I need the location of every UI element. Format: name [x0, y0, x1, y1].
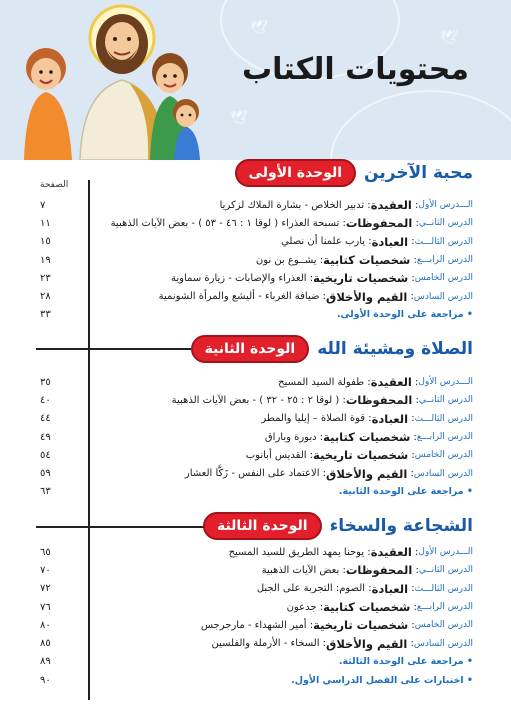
- page-number: ٧٦: [40, 601, 51, 613]
- page-column-label: الصفحة: [40, 180, 69, 190]
- review-row[interactable]: [93, 653, 473, 671]
- unit-badge: الوحدة الثانية: [191, 335, 310, 363]
- lesson-text: الصوم: التجربة على الجبل: [256, 583, 366, 595]
- lesson-label: الـــدرس الأول: [418, 547, 473, 558]
- lesson-category: العقيدة: [370, 198, 412, 213]
- page-number: ٤٤: [40, 413, 51, 425]
- lesson-category: العبادة: [371, 411, 409, 426]
- lesson-row[interactable]: الدرس الثانــي : المحفوظات : تسبحة العذراء ( لوقا ١ : ٤٦ - ٥٣ ) - بعض الآيات الذهبية: [110, 216, 473, 231]
- page-number: ٢٣: [40, 272, 51, 284]
- page-number: ٨٥: [40, 638, 51, 650]
- unit-title: الشجاعة والسخاء: [329, 516, 473, 536]
- page-number: ٤٩: [40, 431, 51, 443]
- lesson-label: الدرس الرابـــع: [416, 602, 473, 613]
- lesson-category: القيم والأخلاق: [326, 636, 408, 651]
- page-number: ٢٨: [40, 291, 51, 303]
- page-number: ٧٢: [40, 583, 51, 595]
- page-number: ١٥: [40, 236, 51, 248]
- page-number: ٩٠: [40, 674, 51, 686]
- lesson-text: يشــوع بن نون: [255, 254, 317, 266]
- lesson-text: دبورة وباراق: [264, 431, 317, 443]
- lesson-label: الدرس الرابـــع: [416, 432, 473, 443]
- lesson-category: القيم والأخلاق: [326, 466, 408, 481]
- lesson-label: الدرس الرابـــع: [416, 255, 473, 266]
- page-number: ٧٠: [40, 564, 51, 576]
- lesson-category: المحفوظات: [345, 216, 413, 231]
- lesson-label: الدرس الخامس: [414, 620, 473, 631]
- page-number: ٦٣: [40, 486, 51, 498]
- page-number: ٣٥: [40, 376, 51, 388]
- page-number: ٦٥: [40, 546, 51, 558]
- unit-2-header: [191, 335, 473, 363]
- page-number: ٨٠: [40, 619, 51, 631]
- lesson-row[interactable]: الدرس الرابـــع : شخصيات كتابية : يشــوع بن نون: [255, 253, 473, 268]
- lesson-row[interactable]: الدرس الثالـــث : العبادة : الصوم: التجربة على الجبل: [256, 581, 473, 596]
- unit-badge: الوحدة الأولى: [235, 159, 357, 187]
- lesson-row[interactable]: الدرس السادس : القيم والأخلاق : الاعتماد على النفس - زَكَّا العشار: [184, 466, 473, 481]
- lesson-label: الدرس الثانــي: [418, 395, 473, 406]
- header-banner: [0, 0, 511, 160]
- decor-swirl: [330, 90, 511, 160]
- lesson-text: قوة الصلاة – إيليا والمطر: [261, 413, 366, 425]
- review-text: • مراجعة على الوحدة الأولى.: [336, 309, 473, 321]
- review-row[interactable]: [93, 306, 473, 324]
- page-number: ١١: [40, 217, 51, 229]
- lesson-category: المحفوظات: [345, 393, 413, 408]
- review-text: • مراجعة على الوحدة الثالثة.: [338, 656, 473, 668]
- lesson-category: العبادة: [371, 234, 409, 249]
- lesson-category: شخصيات تاريخية: [313, 448, 409, 463]
- lesson-label: الدرس الثالـــث: [414, 583, 473, 594]
- page-number: ٥٩: [40, 468, 51, 480]
- lesson-text: أمير الشهداء - مارجرجس: [200, 619, 307, 631]
- lesson-label: الدرس الثالـــث: [414, 413, 473, 424]
- page-number: ٨٩: [40, 656, 51, 668]
- unit-divider: [36, 526, 216, 528]
- lesson-category: العقيدة: [370, 375, 412, 390]
- lesson-text: ( لوقا ٢ : ٢٥ - ٣٢ ) - بعض الآيات الذهبية: [171, 394, 340, 406]
- page-number: ٥٤: [40, 449, 51, 461]
- lesson-row[interactable]: الدرس الخامس : شخصيات تاريخية : أمير الشهداء - مارجرجس: [200, 618, 473, 633]
- lesson-text: تدبير الخلاص - بشارة الملاك لزكريا: [219, 199, 365, 211]
- unit-title: الصلاة ومشيئة الله: [317, 339, 473, 359]
- unit-divider: [36, 348, 206, 350]
- illustration-jesus-with-children: [10, 0, 200, 160]
- page-number: ١٩: [40, 254, 51, 266]
- lesson-text: السخاء - الأرملة والفلسين: [211, 638, 320, 650]
- lesson-label: الدرس الخامس: [414, 450, 473, 461]
- exams-row[interactable]: [93, 671, 473, 689]
- lesson-label: الدرس السادس: [413, 468, 473, 479]
- lesson-label: الدرس السادس: [413, 638, 473, 649]
- unit-badge: الوحدة الثالثة: [203, 512, 322, 540]
- review-text: • مراجعة على الوحدة الثانية.: [338, 486, 473, 498]
- lesson-row[interactable]: الـــدرس الأول : العقيدة : يوحنا يمهد الطريق للسيد المسيح: [228, 545, 473, 560]
- lesson-text: طفولة السيد المسيح: [278, 376, 365, 388]
- lesson-category: العبادة: [371, 581, 409, 596]
- exams-text: • اختبارات على الفصل الدراسي الأول.: [291, 674, 473, 686]
- page-column-divider: [88, 180, 90, 700]
- lesson-text: العذراء والإصابات - زيارة سماوية: [171, 272, 307, 284]
- lesson-row[interactable]: الدرس الخامس : شخصيات تاريخية : القديس أبانوب: [245, 448, 473, 463]
- lesson-row[interactable]: الدرس الثالـــث : العبادة : يارب علمنا أن نصلي: [281, 234, 473, 249]
- lesson-category: شخصيات كتابية: [323, 253, 411, 268]
- lesson-category: المحفوظات: [345, 563, 413, 578]
- lesson-category: شخصيات تاريخية: [313, 271, 409, 286]
- lesson-row[interactable]: الدرس الخامس : شخصيات تاريخية : العذراء والإصابات - زيارة سماوية: [171, 271, 473, 286]
- lesson-text: القديس أبانوب: [245, 449, 307, 461]
- lesson-text: بعض الآيات الذهبية: [261, 564, 340, 576]
- unit-2-lessons: [93, 373, 473, 501]
- lesson-category: العقيدة: [370, 545, 412, 560]
- lesson-label: الدرس السادس: [413, 291, 473, 302]
- lesson-row[interactable]: الدرس السادس : القيم والأخلاق : ضيافة الغرباء - أليشع والمرأة الشونمية: [158, 289, 473, 304]
- unit-3-lessons: [93, 543, 473, 689]
- lesson-label: الـــدرس الأول: [418, 377, 473, 388]
- lesson-text: جدعون: [286, 601, 317, 613]
- lesson-text: تسبحة العذراء ( لوقا ١ : ٤٦ - ٥٣ ) - بعض الآيات الذهبية: [110, 217, 340, 229]
- unit-1-header: [235, 159, 473, 187]
- lesson-label: الدرس الثانــي: [418, 218, 473, 229]
- lesson-category: شخصيات كتابية: [323, 600, 411, 615]
- page-title: محتويات الكتاب: [241, 52, 469, 87]
- lesson-label: الـــدرس الأول: [418, 200, 473, 211]
- lesson-row[interactable]: الـــدرس الأول : العقيدة : تدبير الخلاص - بشارة الملاك لزكريا: [219, 198, 473, 213]
- lesson-row[interactable]: الدرس الثالـــث : العبادة : قوة الصلاة – إيليا والمطر: [261, 411, 473, 426]
- dove-icon: 🕊: [440, 30, 458, 46]
- review-row[interactable]: [93, 483, 473, 501]
- page-number: ٤٠: [40, 394, 51, 406]
- unit-3-pages: [40, 543, 70, 689]
- unit-title: محبة الآخرين: [364, 163, 473, 183]
- lesson-text: يارب علمنا أن نصلي: [281, 236, 366, 248]
- dove-icon: 🕊: [250, 20, 268, 36]
- lesson-text: ضيافة الغرباء - أليشع والمرأة الشونمية: [158, 291, 320, 303]
- lesson-row[interactable]: الدرس الثانــي : المحفوظات : ( لوقا ٢ : ٢٥ - ٣٢ ) - بعض الآيات الذهبية: [171, 393, 473, 408]
- lesson-row[interactable]: الدرس الرابـــع : شخصيات كتابية : دبورة وباراق: [264, 430, 473, 445]
- page-number: ٧: [40, 199, 46, 211]
- unit-1-lessons: [93, 196, 473, 324]
- unit-3-header: [203, 512, 473, 540]
- lesson-text: يوحنا يمهد الطريق للسيد المسيح: [228, 546, 365, 558]
- lesson-row[interactable]: الدرس الرابـــع : شخصيات كتابية : جدعون: [286, 600, 473, 615]
- unit-1-pages: [40, 196, 70, 324]
- lesson-category: شخصيات تاريخية: [313, 618, 409, 633]
- lesson-category: القيم والأخلاق: [326, 289, 408, 304]
- lesson-label: الدرس الثانــي: [418, 565, 473, 576]
- lesson-category: شخصيات كتابية: [323, 430, 411, 445]
- page-number: ٣٣: [40, 309, 51, 321]
- lesson-row[interactable]: الدرس السادس : القيم والأخلاق : السخاء - الأرملة والفلسين: [211, 636, 473, 651]
- lesson-row[interactable]: الدرس الثانــي : المحفوظات : بعض الآيات الذهبية: [261, 563, 473, 578]
- lesson-row[interactable]: الـــدرس الأول : العقيدة : طفولة السيد المسيح: [278, 375, 473, 390]
- lesson-text: الاعتماد على النفس - زَكَّا العشار: [184, 468, 320, 480]
- unit-2-pages: [40, 373, 70, 501]
- dove-icon: 🕊: [230, 110, 248, 126]
- lesson-label: الدرس الخامس: [414, 273, 473, 284]
- lesson-label: الدرس الثالـــث: [414, 236, 473, 247]
